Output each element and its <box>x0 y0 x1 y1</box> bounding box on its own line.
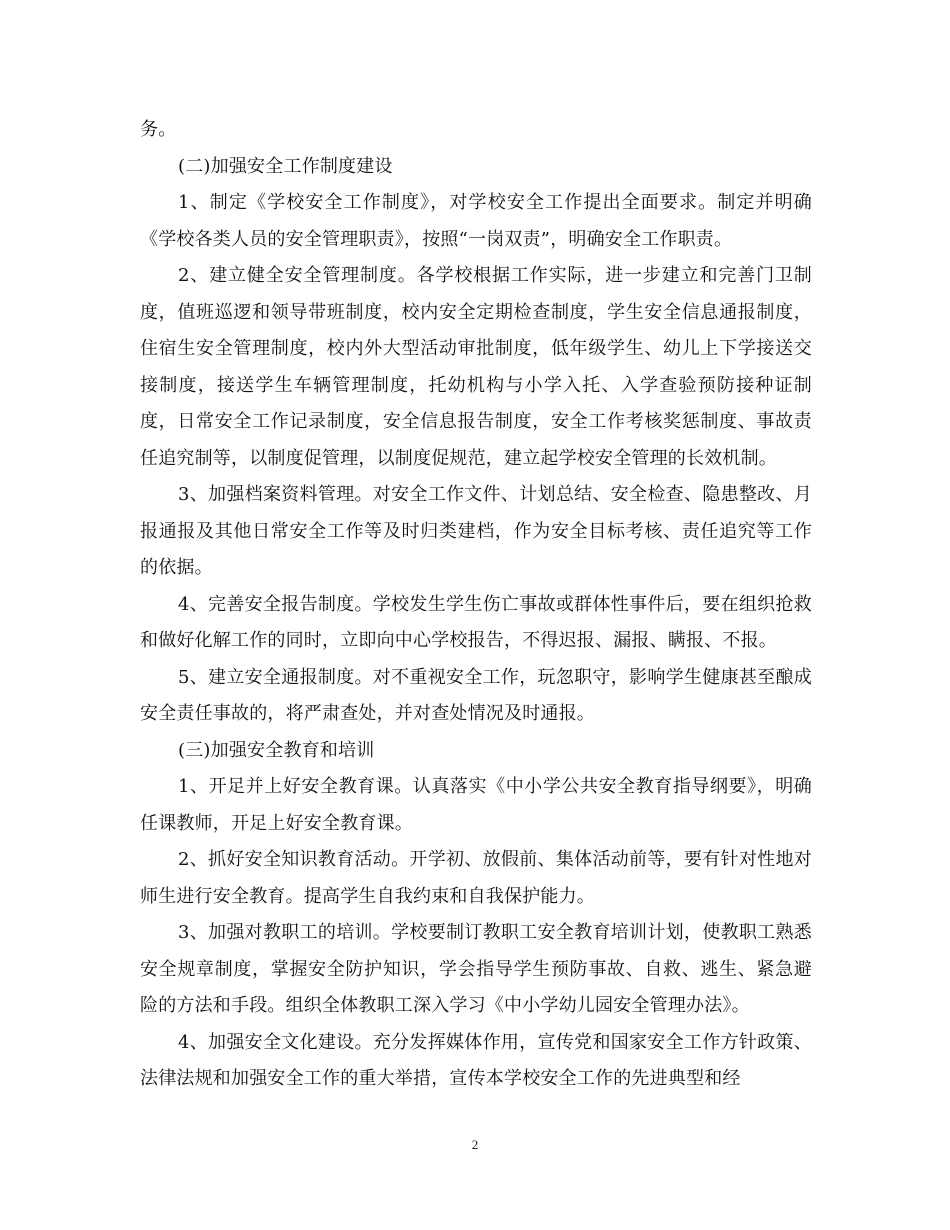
page-number: 2 <box>471 1137 479 1152</box>
paragraph-item-4: 4、完善安全报告制度。学校发生学生伤亡事故或群体性事件后，要在组织抢救和做好化解工作的同时，立即向中心学校报告，不得迟报、漏报、瞒报、不报。 <box>140 593 812 651</box>
paragraph-item-1: 1、开足并上好安全教育课。认真落实《中小学公共安全教育指导纲要》，明确任课教师，开足上好安全教育课。 <box>140 776 812 834</box>
paragraph-item-2: 2、抓好安全知识教育活动。开学初、放假前、集体活动前等，要有针对性地对师生进行安全教育。提高学生自我约束和自我保护能力。 <box>140 849 812 907</box>
paragraph-continuation: 务。 <box>140 119 177 140</box>
section-heading-2: (二)加强安全工作制度建设 <box>178 155 393 177</box>
paragraph-item-1: 1、制定《学校安全工作制度》，对学校安全工作提出全面要求。制定并明确《学校各类人员的安全管理职责》，按照“一岗双责”，明确安全工作职责。 <box>140 192 812 250</box>
paragraph-item-3: 3、加强对教职工的培训。学校要制订教职工安全教育培训计划，使教职工熟悉安全规章制度，掌握安全防护知识，学会指导学生预防事故、自救、逃生、紧急避险的方法和手段。组织全体教职工深入学习《中小学幼儿园安全管理办法》。 <box>140 922 812 1016</box>
paragraph-item-5: 5、建立安全通报制度。对不重视安全工作，玩忽职守，影响学生健康甚至酿成安全责任事故的，将严肃查处，并对查处情况及时通报。 <box>140 666 812 724</box>
paragraph-item-3: 3、加强档案资料管理。对安全工作文件、计划总结、安全检查、隐患整改、月报通报及其他日常安全工作等及时归类建档，作为安全目标考核、责任追究等工作的依据。 <box>140 484 812 578</box>
document-body <box>140 112 812 1098</box>
paragraph-item-2: 2、建立健全安全管理制度。各学校根据工作实际，进一步建立和完善门卫制度，值班巡逻和领导带班制度，校内安全定期检查制度，学生安全信息通报制度，住宿生安全管理制度，校内外大型活动审批制度，低年级学生、幼儿上下学接送交接制度，接送学生车辆管理制度，托幼机构与小学入托、入学查验预防接种证制度，日常安全工作记录制度，安全信息报告制度，安全工作考核奖惩制度、事故责任追究制等，以制度促管理，以制度促规范，建立起学校安全管理的长效机制。 <box>140 265 812 469</box>
section-heading-3: (三)加强安全教育和培训 <box>178 739 375 761</box>
paragraph-item-4: 4、加强安全文化建设。充分发挥媒体作用，宣传党和国家安全工作方针政策、法律法规和加强安全工作的重大举措，宣传本学校安全工作的先进典型和经 <box>140 1031 812 1089</box>
